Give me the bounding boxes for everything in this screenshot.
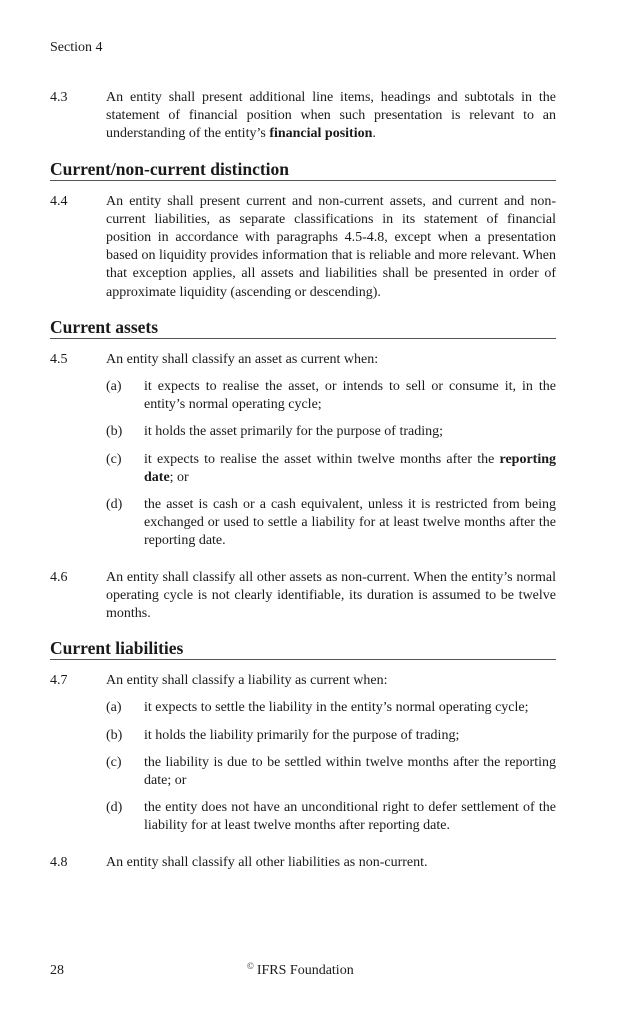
paragraph-number: 4.4 <box>50 193 68 209</box>
paragraph-text: An entity shall classify a liability as current when: <box>106 673 388 689</box>
section-heading-current-non-current: Current/non-current distinction <box>50 159 556 181</box>
paragraph-text: An entity shall classify all other assets as non-current. When the entity’s normal operating cycle is not clearly identifiable, its duration is assumed to be twelve months. <box>106 569 556 622</box>
item-text: the asset is cash or a cash equivalent, unless it is restricted from being exchanged or used to settle a liability for at least twelve months after the reporting date. <box>144 497 556 549</box>
item-text: the entity does not have an unconditional right to defer settlement of the liability for at least twelve months after reporting date. <box>144 800 556 834</box>
copyright-icon: © <box>247 961 254 971</box>
paragraph-number: 4.8 <box>50 854 68 870</box>
paragraph-4-3 <box>50 89 556 144</box>
section-heading-current-liabilities: Current liabilities <box>50 638 556 660</box>
paragraph-4-6 <box>50 569 556 624</box>
list-item <box>106 451 556 487</box>
paragraph-number: 4.7 <box>50 673 68 689</box>
list-item <box>106 496 556 551</box>
item-text: it expects to settle the liability in the entity’s normal operating cycle; <box>144 700 529 716</box>
item-label: (b) <box>106 727 123 743</box>
item-text: it expects to realise the asset, or intends to sell or consume it, in the entity’s normal operating cycle; <box>144 379 556 413</box>
list-item <box>106 423 556 441</box>
section-heading-current-assets: Current assets <box>50 317 556 339</box>
list-item <box>106 378 556 414</box>
paragraph-text: An entity shall present additional line items, headings and subtotals in the statement of financial position when such presentation is relevant to an understanding of the entity’s financial position. <box>106 90 556 142</box>
defined-term: financial position <box>269 126 373 142</box>
paragraph-text: An entity shall present current and non-current assets, and current and non-current liabilities, as separate classifications in its statement of financial position in accordance with paragraphs 4.5-4.8, except when a presentation based on liquidity provides information that is reliable and more relevant. When that exception applies, all assets and liabilities shall be presented in order of approximate liquidity (ascending or descending). <box>106 193 556 300</box>
item-label: (b) <box>106 424 123 440</box>
item-label: (a) <box>106 700 122 716</box>
item-text: the liability is due to be settled within twelve months after the reporting date; or <box>144 754 556 789</box>
item-text: it expects to realise the asset within twelve months after the reporting date; or <box>144 451 556 485</box>
item-text: it holds the liability primarily for the purpose of trading; <box>144 727 460 743</box>
page-content <box>50 89 556 885</box>
paragraph-text: An entity shall classify an asset as current when: <box>106 351 379 367</box>
paragraph-4-4 <box>50 193 556 302</box>
list-item <box>106 699 556 717</box>
paragraph-text: An entity shall classify all other liabilities as non-current. <box>106 854 428 870</box>
running-head: Section 4 <box>50 40 103 55</box>
item-label: (c) <box>106 754 122 770</box>
defined-term: reporting date <box>144 451 556 485</box>
item-text: it holds the asset primarily for the purpose of trading; <box>144 424 443 440</box>
page-number: 28 <box>50 963 64 978</box>
item-label: (d) <box>106 497 123 513</box>
item-label: (d) <box>106 800 123 816</box>
paragraph-number: 4.5 <box>50 351 68 367</box>
paragraph-number: 4.3 <box>50 90 68 105</box>
list-item <box>106 799 556 835</box>
list-item <box>106 727 556 745</box>
copyright-org: IFRS Foundation <box>256 963 354 978</box>
paragraph-4-7 <box>50 672 556 690</box>
list-item <box>106 754 556 790</box>
item-label: (a) <box>106 379 122 395</box>
paragraph-4-8 <box>50 854 556 872</box>
item-label: (c) <box>106 451 122 467</box>
paragraph-number: 4.6 <box>50 569 68 585</box>
paragraph-4-5 <box>50 351 556 369</box>
copyright-notice <box>247 963 354 979</box>
